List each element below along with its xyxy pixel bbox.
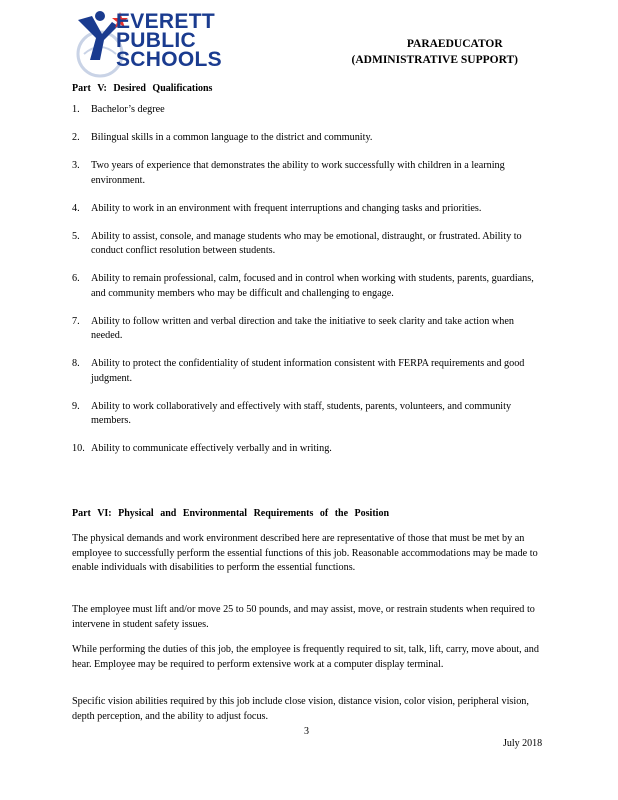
list-item [72,159,542,188]
revision-date: July 2018 [503,738,543,749]
logo-line-2: PUBLIC [116,29,196,52]
physical-demands-paragraph: The physical demands and work environment described here are representative of those that must be met by an employee to successfully perform the essential functions of this job. Reasonable accommodations may be made to enable individuals with disabilities to perform the essential functions. [72,533,538,573]
list-item-text: Ability to work in an environment with frequent interruptions and changing tasks and priorities. [91,202,482,214]
list-item-number: 10. [72,443,85,454]
page-number: 3 [304,726,309,737]
vision-paragraph: Specific vision abilities required by this job include close vision, distance vision, color vision, peripheral vision, depth perception, and the ability to adjust focus. [72,696,529,722]
duties-paragraph: While performing the duties of this job, the employee is frequently required to sit, talk, lift, carry, move about, and hear. Employee may be required to perform extensive work at a computer display terminal. [72,644,539,670]
list-item-text: Ability to follow written and verbal direction and take the initiative to seek clarity and take action when needed. [91,315,514,341]
logo-line-3: SCHOOLS [116,48,222,71]
part6-heading: Part VI: Physical and Environmental Requirements of the Position [72,508,390,519]
list-item-text: Ability to assist, console, and manage students who may be emotional, distraught, or frustrated. Ability to conduct conflict resolution between students. [91,230,522,256]
part5-heading: Part V: Desired Qualifications [72,83,213,94]
list-item-number: 5. [72,230,80,242]
logo-line-1: EVERETT [116,10,215,33]
qualifications-list [72,103,542,470]
everett-public-schools-logo [70,10,240,80]
list-item [72,202,542,217]
list-item-number: 2. [72,132,80,143]
list-item [72,131,542,146]
list-item [72,357,542,386]
list-item-number: 8. [72,358,80,369]
job-title-line-1: PARAEDUCATOR [406,38,503,50]
list-item-number: 4. [72,202,80,214]
list-item [72,400,542,429]
list-item-text: Bachelor’s degree [91,104,165,115]
list-item-number: 1. [72,104,80,115]
job-title [352,36,518,68]
list-item [72,103,542,118]
list-item [72,442,542,457]
list-item-text: Bilingual skills in a common language to the district and community. [91,132,373,143]
list-item [72,230,542,259]
list-item-text: Ability to remain professional, calm, focused and in control when working with students, parents, guardians, and community members who may be difficult and challenging to engage. [91,273,534,299]
list-item-text: Ability to protect the confidentiality of student information consistent with FERPA requirements and good judgment. [91,358,525,384]
list-item-number: 9. [72,400,80,412]
list-item-number: 6. [72,273,80,284]
lifting-paragraph: The employee must lift and/or move 25 to 50 pounds, and may assist, move, or restrain students when required to intervene in student safety issues. [72,604,535,630]
list-item-text: Ability to work collaboratively and effectively with staff, students, parents, volunteers, and community members. [91,400,512,426]
list-item [72,315,542,344]
list-item-text: Two years of experience that demonstrates the ability to work successfully with children in a learning environment. [91,160,505,186]
job-title-line-2: (ADMINISTRATIVE SUPPORT) [351,54,518,66]
list-item-text: Ability to communicate effectively verbally and in writing. [91,443,332,454]
list-item [72,272,542,301]
list-item-number: 3. [72,160,80,171]
list-item-number: 7. [72,315,80,327]
